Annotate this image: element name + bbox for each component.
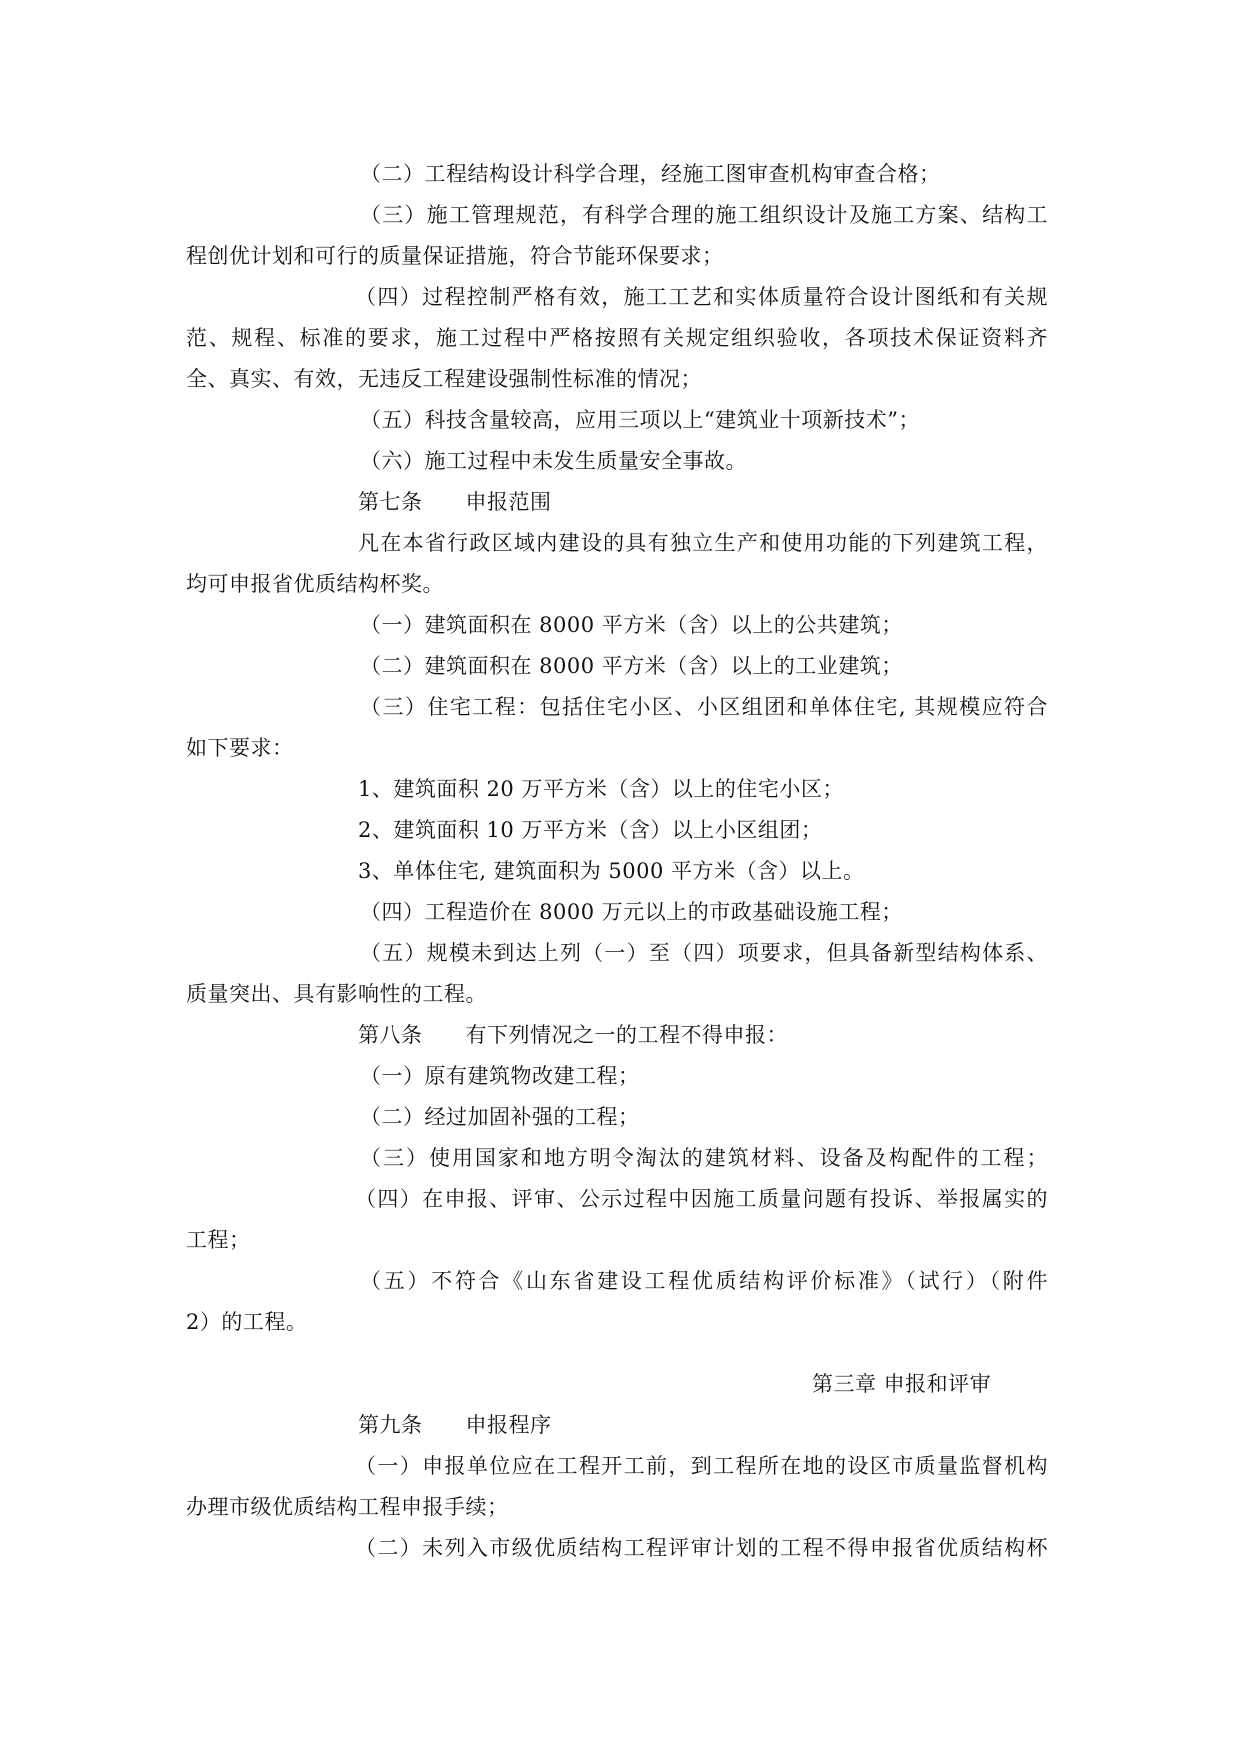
- text-line: （三）使用国家和地方明令淘汰的建筑材料、设备及构配件的工程；: [360, 1146, 1048, 1170]
- text-line: （五）科技含量较高，应用三项以上“建筑业十项新技术”；: [360, 408, 920, 432]
- text-line: （五）规模未到达上列（一）至（四）项要求，但具备新型结构体系、: [360, 941, 1048, 965]
- text-line: （六）施工过程中未发生质量安全事故。: [360, 449, 747, 473]
- text-line: （一）原有建筑物改建工程；: [360, 1064, 640, 1088]
- text-line: 全、真实、有效，无违反工程建设强制性标准的情况；: [186, 367, 702, 391]
- chapter-heading: 第三章 申报和评审: [812, 1372, 992, 1396]
- text-line: 工程；: [186, 1228, 251, 1252]
- text-line: （二）经过加固补强的工程；: [360, 1105, 640, 1129]
- text-line: （二）未列入市级优质结构工程评审计划的工程不得申报省优质结构杯: [355, 1536, 1048, 1560]
- text-line: 凡在本省行政区域内建设的具有独立生产和使用功能的下列建筑工程，: [358, 531, 1048, 555]
- text-line: 2）的工程。: [186, 1310, 308, 1334]
- text-line: （四）在申报、评审、公示过程中因施工质量问题有投诉、举报属实的: [355, 1187, 1048, 1211]
- article-heading: 第七条 申报范围: [358, 490, 552, 514]
- text-line: 1、建筑面积 20 万平方米（含）以上的住宅小区；: [358, 777, 844, 801]
- text-line: 2、建筑面积 10 万平方米（含）以上小区组团；: [358, 818, 823, 842]
- text-line: 如下要求：: [186, 736, 294, 760]
- text-line: 质量突出、具有影响性的工程。: [186, 982, 487, 1006]
- text-line: （二）工程结构设计科学合理，经施工图审查机构审查合格；: [360, 162, 941, 186]
- text-line: 范、规程、标准的要求，施工过程中严格按照有关规定组织验收，各项技术保证资料齐: [186, 326, 1048, 350]
- article-heading: 第九条 申报程序: [358, 1413, 552, 1437]
- text-line: （四）工程造价在 8000 万元以上的市政基础设施工程；: [360, 900, 903, 924]
- article-heading: 第八条 有下列情况之一的工程不得申报：: [358, 1023, 788, 1047]
- text-line: 均可申报省优质结构杯奖。: [186, 572, 444, 596]
- text-line: （一）申报单位应在工程开工前，到工程所在地的设区市质量监督机构: [355, 1454, 1048, 1478]
- text-line: （四）过程控制严格有效，施工工艺和实体质量符合设计图纸和有关规: [355, 285, 1048, 309]
- text-line: （一）建筑面积在 8000 平方米（含）以上的公共建筑；: [360, 613, 903, 637]
- text-line: （五）不符合《山东省建设工程优质结构评价标准》（试行）（附件: [360, 1269, 1048, 1293]
- text-line: （三）住宅工程：包括住宅小区、小区组团和单体住宅, 其规模应符合: [360, 695, 1048, 719]
- text-line: （二）建筑面积在 8000 平方米（含）以上的工业建筑；: [360, 654, 903, 678]
- text-line: 程创优计划和可行的质量保证措施，符合节能环保要求；: [186, 244, 724, 268]
- text-line: 3、单体住宅, 建筑面积为 5000 平方米（含）以上。: [358, 859, 865, 883]
- text-line: （三）施工管理规范，有科学合理的施工组织设计及施工方案、结构工: [360, 203, 1048, 227]
- text-line: 办理市级优质结构工程申报手续；: [186, 1495, 509, 1519]
